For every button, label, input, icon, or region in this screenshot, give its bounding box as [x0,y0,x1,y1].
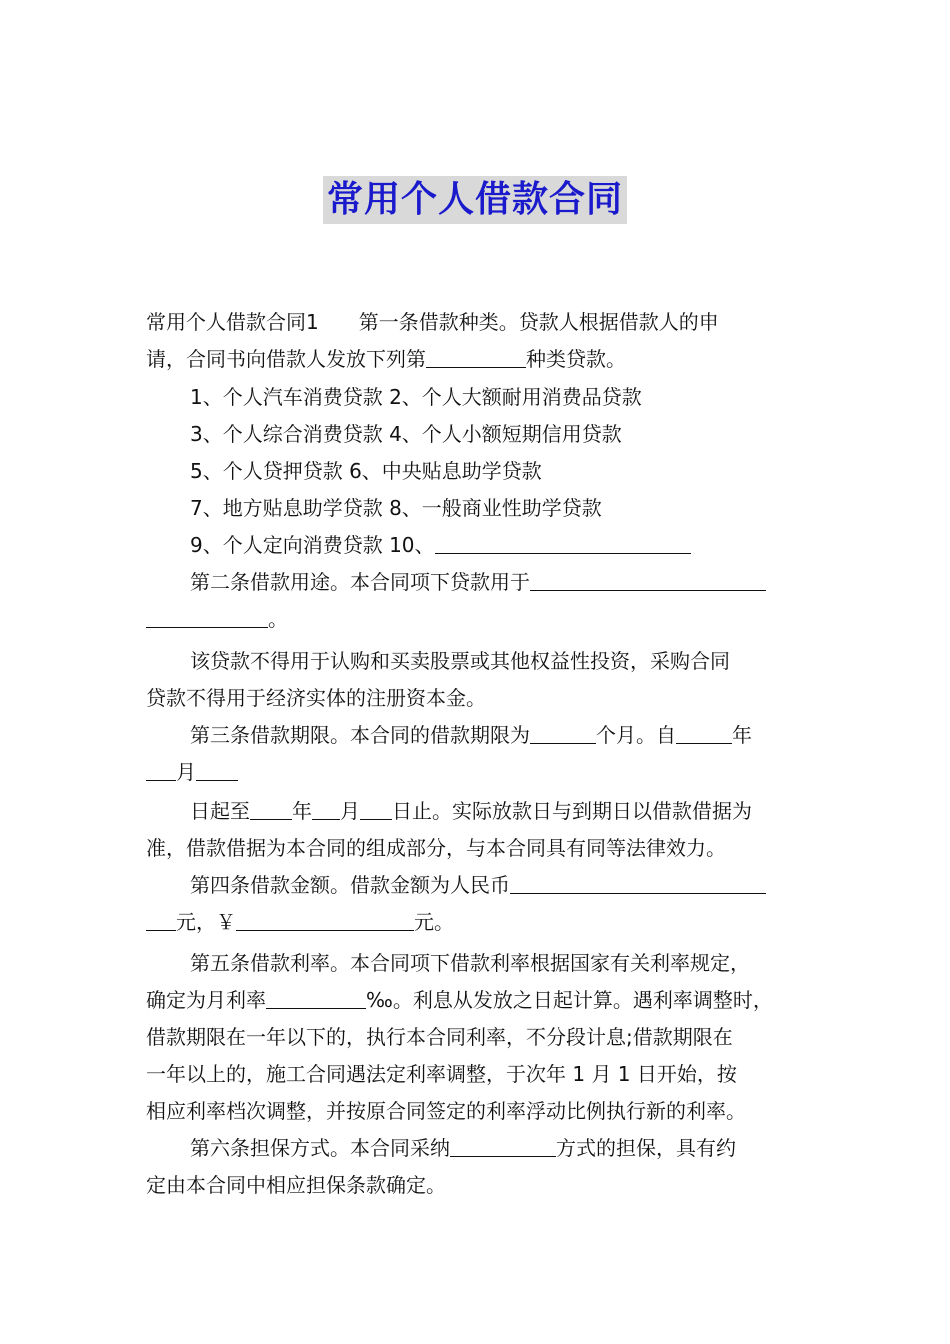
text: 5、个人贷押贷款 6、中央贴息助学贷款 [190,459,542,483]
text: 借款期限在一年以下的，执行本合同利率，不分段计息;借款期限在 [146,1025,733,1049]
paragraph-line [146,601,808,638]
text: 第六条担保方式。本合同采纳 [190,1136,450,1160]
fill-blank[interactable] [450,1134,556,1157]
text: 常用个人借款合同1 第一条借款种类。贷款人根据借款人的申 [146,310,719,334]
paragraph-line [146,754,808,791]
paragraph-line [146,945,808,982]
paragraph-line [146,1167,808,1204]
text: 第五条借款利率。本合同项下借款利率根据国家有关利率规定， [190,951,750,975]
text: 元，￥ [176,910,236,934]
text: 元。 [414,910,454,934]
paragraph-line [146,982,808,1019]
paragraph-line [146,1093,808,1130]
fill-blank[interactable] [312,797,340,820]
text: 1、个人汽车消费贷款 2、个人大额耐用消费品贷款 [190,385,642,409]
fill-blank[interactable] [146,605,268,628]
fill-blank[interactable] [266,986,366,1009]
document-body [146,300,808,1204]
paragraph-line [146,904,808,941]
text: 方式的担保，具有约 [556,1136,736,1160]
paragraph-line [146,717,808,754]
paragraph-line [146,1019,808,1056]
paragraph-line [146,341,808,378]
list-line [146,379,808,416]
fill-blank[interactable] [435,531,691,554]
list-line [146,416,808,453]
fill-blank[interactable] [196,758,238,781]
text: 准，借款借据为本合同的组成部分，与本合同具有同等法律效力。 [146,836,726,860]
fill-blank[interactable] [426,345,526,368]
paragraph-line [146,830,808,867]
fill-blank[interactable] [236,908,414,931]
text: 月 [340,799,360,823]
text: 第三条借款期限。本合同的借款期限为 [190,723,530,747]
text: 月 [176,760,196,784]
paragraph-line [146,643,808,680]
title-area [0,176,950,224]
fill-blank[interactable] [510,871,766,894]
text: 第四条借款金额。借款金额为人民币 [190,873,510,897]
paragraph-line [146,1130,808,1167]
paragraph-line [146,867,808,904]
text: 日止。实际放款日与到期日以借款借据为 [392,799,752,823]
text: 。 [268,607,288,631]
text: 3、个人综合消费贷款 4、个人小额短期信用贷款 [190,422,622,446]
text: 贷款不得用于经济实体的注册资本金。 [146,686,486,710]
text: 确定为月利率 [146,988,266,1012]
paragraph-line [146,680,808,717]
text: 7、地方贴息助学贷款 8、一般商业性助学贷款 [190,496,602,520]
list-line [146,490,808,527]
fill-blank[interactable] [530,721,596,744]
text: 日起至 [190,799,250,823]
text: 一年以上的，施工合同遇法定利率调整，于次年 1 月 1 日开始，按 [146,1062,737,1086]
fill-blank[interactable] [676,721,732,744]
text: 年 [732,723,752,747]
text: 该贷款不得用于认购和买卖股票或其他权益性投资，采购合同 [190,649,730,673]
list-line [146,453,808,490]
text: 个月。自 [596,723,676,747]
fill-blank[interactable] [530,568,766,591]
list-line [146,527,808,564]
text: 9、个人定向消费贷款 10、 [190,533,435,557]
text: 相应利率档次调整，并按原合同签定的利率浮动比例执行新的利率。 [146,1099,746,1123]
paragraph-line [146,793,808,830]
fill-blank[interactable] [360,797,392,820]
document-title: 常用个人借款合同 [323,176,627,224]
text: 定由本合同中相应担保条款确定。 [146,1173,446,1197]
fill-blank[interactable] [146,758,176,781]
fill-blank[interactable] [250,797,292,820]
fill-blank[interactable] [146,908,176,931]
text: 年 [292,799,312,823]
text: 第二条借款用途。本合同项下贷款用于 [190,570,530,594]
text: 种类贷款。 [526,347,626,371]
text: 请，合同书向借款人发放下列第 [146,347,426,371]
paragraph-line [146,564,808,601]
paragraph-line [146,304,808,341]
text: ‰。利息从发放之日起计算。遇利率调整时， [366,988,773,1012]
paragraph-line [146,1056,808,1093]
